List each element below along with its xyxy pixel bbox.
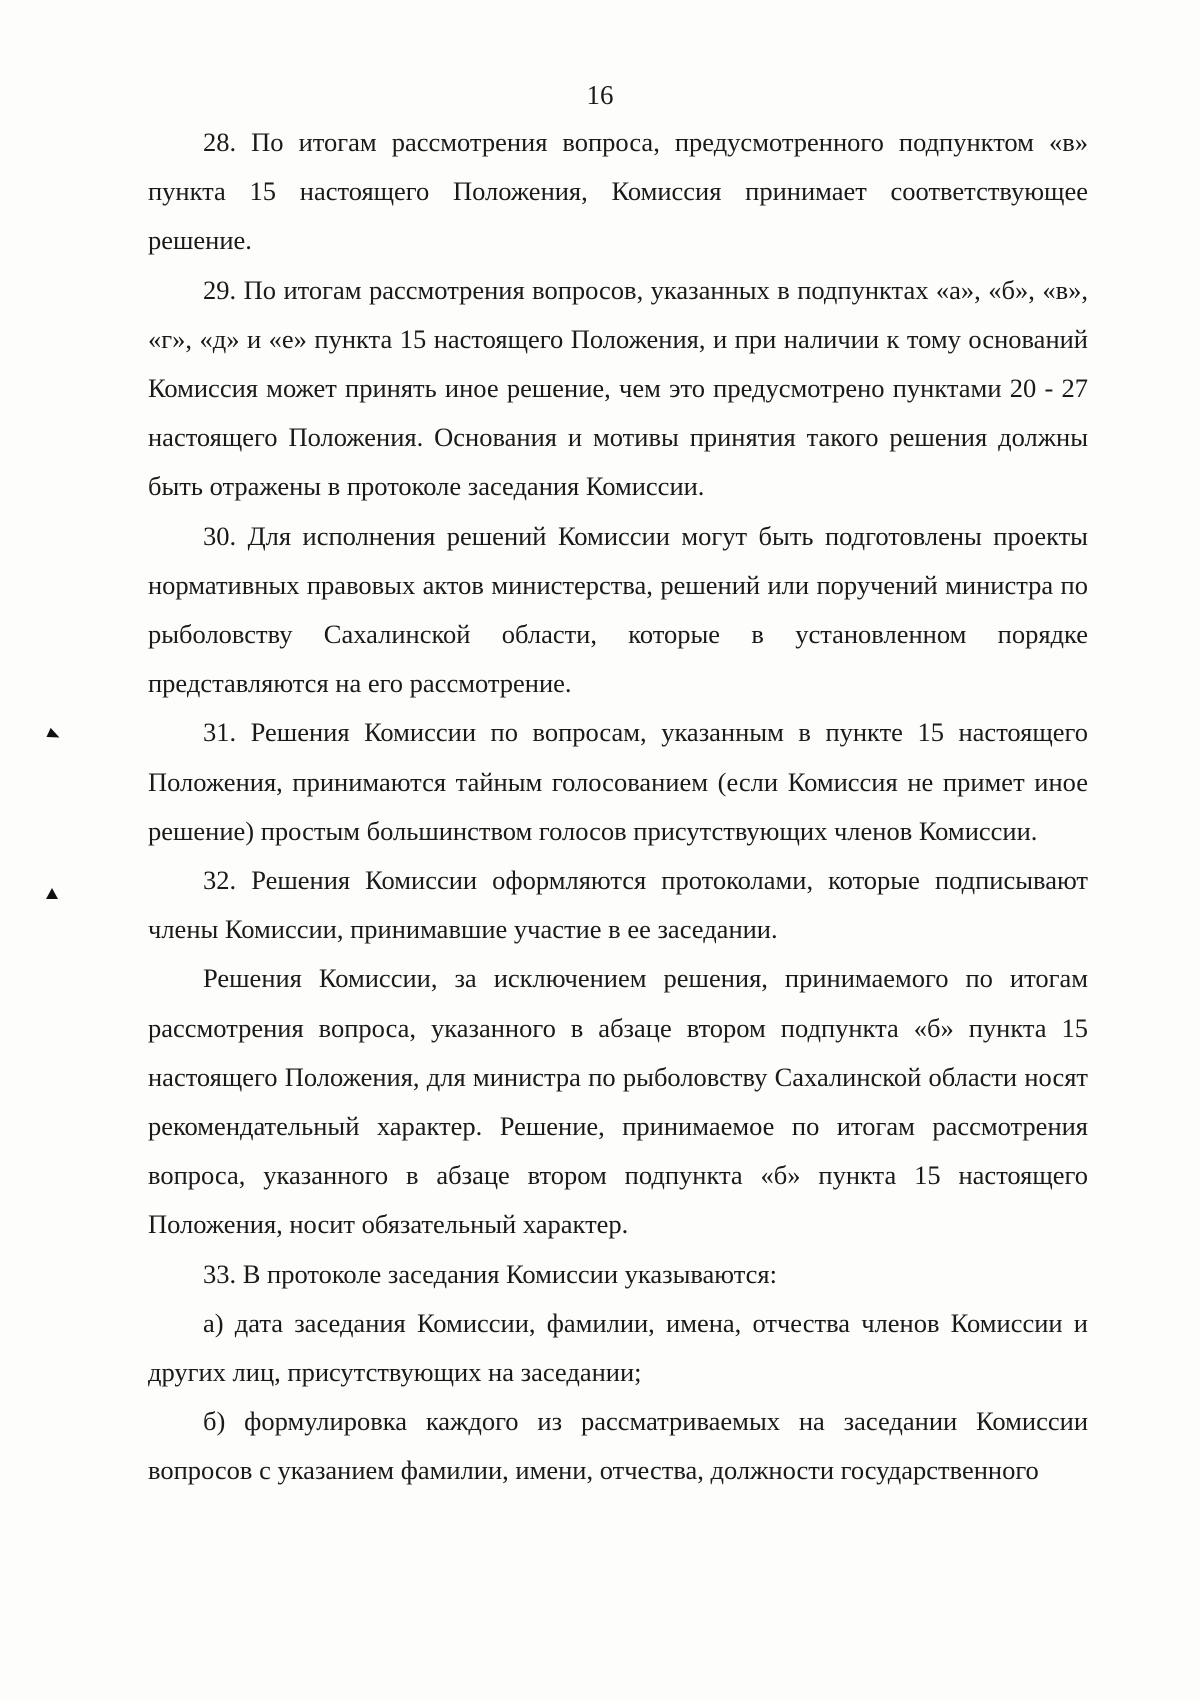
paragraph-33-a: а) дата заседания Комиссии, фамилии, имена, отчества членов Комиссии и других лиц, присутствующих на заседании; [148, 1307, 1088, 1388]
paragraph-32: 32. Решения Комиссии оформляются протоколами, которые подписывают члены Комиссии, принимавшие участие в ее заседании. [148, 865, 1088, 945]
paragraph-33-b: б) формулировка каждого из рассматриваемых на заседании Комиссии вопросов с указанием фамилии, имени, отчества, должности государственного [148, 1406, 1088, 1486]
paragraph-32-continued: Решения Комиссии, за исключением решения, принимаемого по итогам рассмотрения вопроса, указанного в абзаце втором подпункта «б» пункта 15 настоящего Положения, для министра по рыболовству Сахалинской области носят рекомендательный характер. Решение, принимаемое по итогам рассмотрения вопроса, указанного в абзаце втором подпункта «б» пункта 15 настоящего Положения, носит обязательный характер. [148, 963, 1088, 1240]
page-number: 16 [586, 80, 614, 110]
paragraph-33: 33. В протоколе заседания Комиссии указываются: [203, 1258, 777, 1289]
paragraph-31: 31. Решения Комиссии по вопросам, указанным в пункте 15 настоящего Положения, принимаются тайным голосованием (если Комиссия не примет иное решение) простым большинством голосов присутствующих членов Комиссии. [148, 717, 1088, 846]
scan-mark [46, 888, 58, 899]
scan-mark [46, 728, 61, 742]
paragraph-30: 30. Для исполнения решений Комиссии могут быть подготовлены проекты нормативных правовых актов министерства, решений или поручений министра по рыболовству Сахалинской области, которые в установленном порядке представляются на его рассмотрение. [148, 520, 1088, 699]
document-body [148, 118, 1088, 1496]
paragraph-28: 28. По итогам рассмотрения вопроса, предусмотренного подпунктом «в» пункта 15 настоящего Положения, Комиссия принимает соответствующее решение. [148, 127, 1088, 256]
paragraph-29: 29. По итогам рассмотрения вопросов, указанных в подпунктах «а», «б», «в», «г», «д» и «е» пункта 15 настоящего Положения, и при наличии к тому оснований Комиссия может принять иное решение, чем это предусмотрено пунктами 20 - 27 настоящего Положения. Основания и мотивы принятия такого решения должны быть отражены в протоколе заседания Комиссии. [148, 274, 1088, 502]
